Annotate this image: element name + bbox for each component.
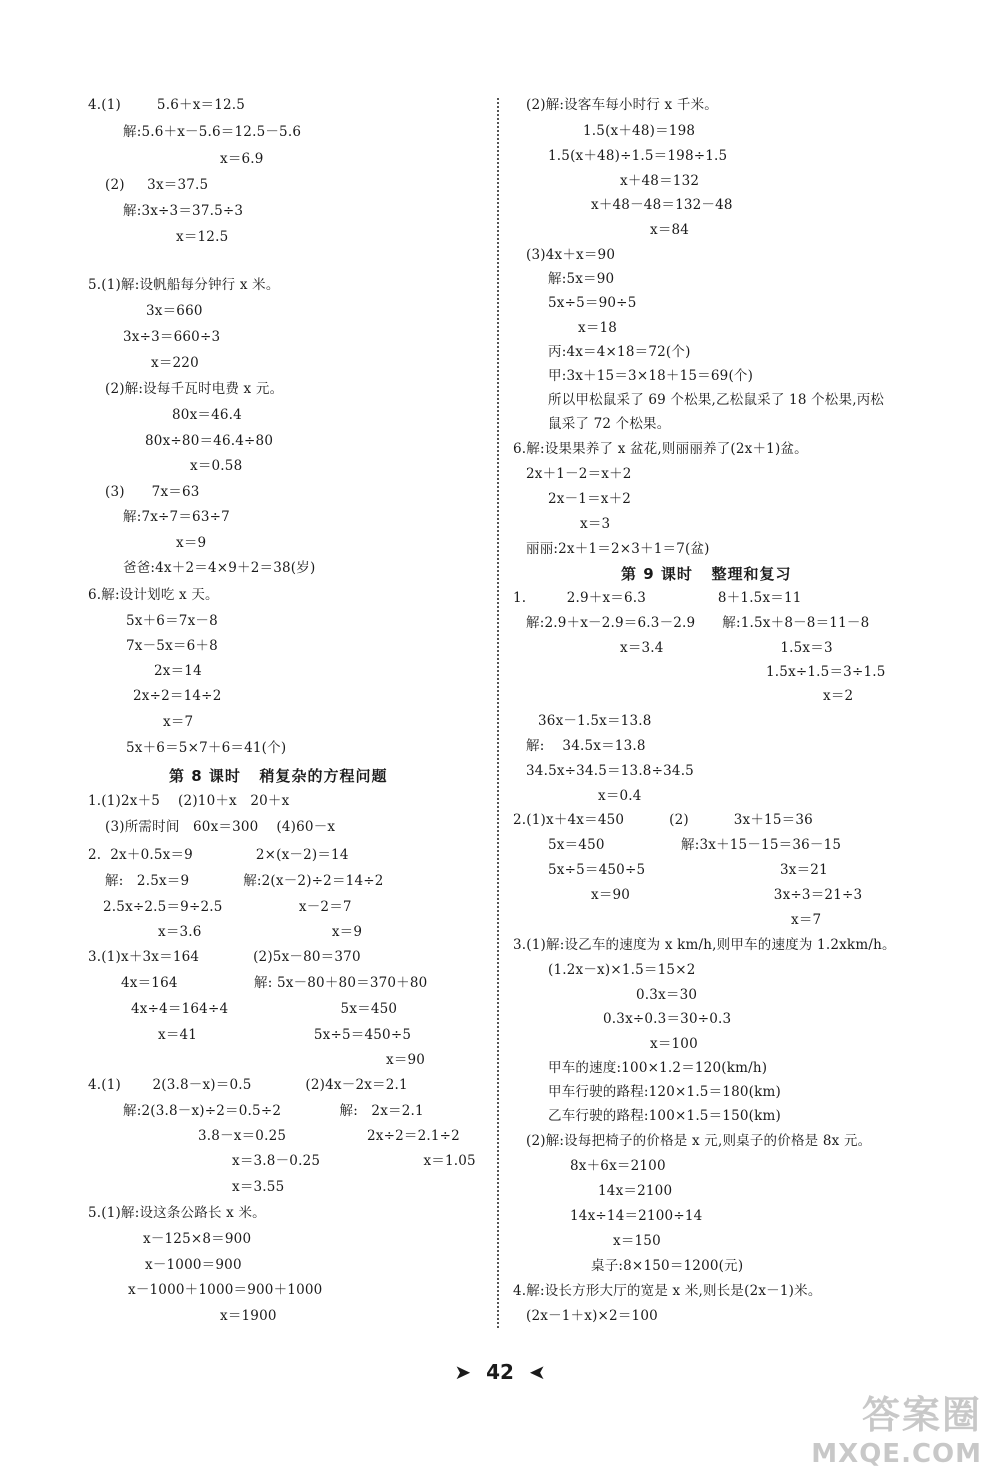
solution-line: 1.(1)2x＋5 (2)10＋x 20＋x bbox=[88, 793, 290, 809]
solution-line: 6.解:设计划吃 x 天。 bbox=[88, 587, 219, 603]
solution-line: (3)4x＋x＝90 bbox=[526, 247, 616, 263]
solution-line: 2x＝14 bbox=[154, 663, 202, 679]
solution-line: x＝0.58 bbox=[190, 458, 243, 474]
solution-line: 2x÷2＝14÷2 bbox=[133, 688, 222, 704]
solution-line: (2) 3x＝37.5 bbox=[105, 177, 209, 193]
solution-line: 80x÷80＝46.4÷80 bbox=[145, 433, 274, 449]
solution-line: 3.(1)解:设乙车的速度为 x km/h,则甲车的速度为 1.2xkm/h。 bbox=[513, 937, 896, 953]
solution-line: x＝18 bbox=[578, 320, 618, 336]
solution-line: 0.3x＝30 bbox=[636, 987, 698, 1003]
solution-line: 1.5x÷1.5＝3÷1.5 bbox=[766, 664, 886, 680]
column-divider bbox=[497, 98, 499, 1328]
solution-line: x＝100 bbox=[650, 1036, 698, 1052]
solution-line: 4.解:设长方形大厅的宽是 x 米,则长是(2x－1)米。 bbox=[513, 1283, 822, 1299]
solution-line: 所以甲松鼠采了 69 个松果,乙松鼠采了 18 个松果,丙松 bbox=[548, 392, 885, 408]
solution-line: 14x＝2100 bbox=[598, 1183, 673, 1199]
solution-line: x＝90 3x÷3＝21÷3 bbox=[591, 887, 863, 903]
solution-line: 8x＋6x＝2100 bbox=[570, 1158, 666, 1174]
watermark bbox=[811, 1384, 982, 1469]
solution-line: 4.(1) 5.6＋x＝12.5 bbox=[88, 97, 246, 113]
solution-line: 1.5(x＋48)÷1.5＝198÷1.5 bbox=[548, 148, 728, 164]
solution-line: x＝0.4 bbox=[598, 788, 642, 804]
solution-line: x＝7 bbox=[163, 714, 194, 730]
chevron-left-icon: ➤ bbox=[528, 1360, 546, 1384]
solution-line: 鼠采了 72 个松果。 bbox=[548, 416, 671, 432]
solution-line: 6.解:设果果养了 x 盆花,则丽丽养了(2x＋1)盆。 bbox=[513, 441, 808, 457]
solution-line: 5x÷5＝90÷5 bbox=[548, 295, 637, 311]
solution-line: 5.(1)解:设帆船每分钟行 x 米。 bbox=[88, 277, 280, 293]
solution-line: 0.3x÷0.3＝30÷0.3 bbox=[603, 1011, 732, 1027]
solution-line: x－1000＋1000＝900＋1000 bbox=[128, 1282, 323, 1298]
solution-line: x＝7 bbox=[791, 912, 822, 928]
solution-line: 桌子:8×150＝1200(元) bbox=[591, 1258, 744, 1274]
watermark-url: MXQE.COM bbox=[811, 1439, 982, 1469]
solution-line: 甲车行驶的路程:120×1.5＝180(km) bbox=[548, 1084, 781, 1100]
solution-line: (2x－1＋x)×2＝100 bbox=[526, 1308, 658, 1324]
section-heading: 第 9 课时 整理和复习 bbox=[621, 565, 792, 583]
solution-line: 2.5x÷2.5＝9÷2.5 x－2＝7 bbox=[103, 899, 352, 915]
solution-line: x＝220 bbox=[151, 355, 199, 371]
solution-line: 解:5.6＋x－5.6＝12.5－5.6 bbox=[123, 124, 302, 140]
solution-line: x＝41 5x÷5＝450÷5 bbox=[158, 1027, 412, 1043]
page-number bbox=[0, 1360, 1000, 1384]
solution-line: 1.5(x＋48)＝198 bbox=[583, 123, 696, 139]
solution-line: 5x＝450 解:3x＋15－15＝36－15 bbox=[548, 837, 842, 853]
solution-line: 乙车行驶的路程:100×1.5＝150(km) bbox=[548, 1108, 781, 1124]
solution-line: (3)所需时间 60x＝300 (4)60－x bbox=[105, 819, 336, 835]
solution-line: x＋48＝132 bbox=[620, 173, 700, 189]
solution-line: x＝150 bbox=[613, 1233, 661, 1249]
solution-line: 甲车的速度:100×1.2＝120(km/h) bbox=[548, 1060, 768, 1076]
solution-line: 3.8－x＝0.25 2x÷2＝2.1÷2 bbox=[198, 1128, 460, 1144]
solution-line: 解:2.9＋x－2.9＝6.3－2.9 解:1.5x＋8－8＝11－8 bbox=[526, 615, 870, 631]
solution-line: 解: 2.5x＝9 解:2(x－2)÷2＝14÷2 bbox=[105, 873, 384, 889]
solution-line: 3x＝660 bbox=[146, 303, 203, 319]
chevron-right-icon: ➤ bbox=[454, 1360, 472, 1384]
solution-line: (1.2x－x)×1.5＝15×2 bbox=[548, 962, 696, 978]
solution-line: 2x＋1－2＝x＋2 bbox=[526, 466, 632, 482]
solution-line: x＝6.9 bbox=[220, 151, 264, 167]
solution-line: 34.5x÷34.5＝13.8÷34.5 bbox=[526, 763, 694, 779]
solution-line: x＝3.55 bbox=[232, 1179, 285, 1195]
solution-line: x＋48－48＝132－48 bbox=[591, 197, 733, 213]
page-number-text: 42 bbox=[486, 1360, 514, 1384]
solution-line: x＝2 bbox=[823, 688, 854, 704]
solution-line: (2)解:设客车每小时行 x 千米。 bbox=[526, 97, 718, 113]
solution-line: 解: 34.5x＝13.8 bbox=[526, 738, 646, 754]
solution-line: x－125×8＝900 bbox=[143, 1231, 252, 1247]
solution-line: 3x÷3＝660÷3 bbox=[123, 329, 221, 345]
solution-line: 2. 2x＋0.5x＝9 2×(x－2)＝14 bbox=[88, 847, 349, 863]
solution-line: 4x＝164 解: 5x－80＋80＝370＋80 bbox=[121, 975, 428, 991]
solution-line: 丽丽:2x＋1＝2×3＋1＝7(盆) bbox=[526, 541, 710, 557]
solution-line: x＝3 bbox=[580, 516, 611, 532]
solution-line: 1. 2.9＋x＝6.3 8＋1.5x＝11 bbox=[513, 590, 802, 606]
solution-line: 4.(1) 2(3.8－x)＝0.5 (2)4x－2x＝2.1 bbox=[88, 1077, 408, 1093]
solution-line: x－1000＝900 bbox=[145, 1257, 242, 1273]
solution-line: 5x＋6＝5×7＋6＝41(个) bbox=[126, 740, 287, 756]
solution-line: 5.(1)解:设这条公路长 x 米。 bbox=[88, 1205, 266, 1221]
solution-line: 2.(1)x＋4x＝450 (2) 3x＋15＝36 bbox=[513, 812, 813, 828]
solution-line: 7x－5x＝6＋8 bbox=[126, 638, 218, 654]
section-heading: 第 8 课时 稍复杂的方程问题 bbox=[169, 767, 388, 785]
solution-line: 解:3x÷3＝37.5÷3 bbox=[123, 203, 244, 219]
solution-line: 5x＋6＝7x－8 bbox=[126, 613, 218, 629]
solution-line: 14x÷14＝2100÷14 bbox=[570, 1208, 703, 1224]
watermark-logo-text: 答案圈 bbox=[861, 1393, 982, 1437]
solution-line: x＝3.8－0.25 x＝1.05 bbox=[232, 1153, 476, 1169]
solution-line: (3) 7x＝63 bbox=[105, 484, 200, 500]
solution-line: 解:5x＝90 bbox=[548, 271, 615, 287]
solution-line: x＝9 bbox=[176, 535, 207, 551]
solution-line: 36x－1.5x＝13.8 bbox=[538, 713, 652, 729]
solution-line: x＝3.4 1.5x＝3 bbox=[620, 640, 833, 656]
solution-line: 5x÷5＝450÷5 3x＝21 bbox=[548, 862, 828, 878]
solution-line: 解:2(3.8－x)÷2＝0.5÷2 解: 2x＝2.1 bbox=[123, 1103, 424, 1119]
solution-line: 解:7x÷7＝63÷7 bbox=[123, 509, 230, 525]
solution-line: 3.(1)x＋3x＝164 (2)5x－80＝370 bbox=[88, 949, 361, 965]
solution-line: 4x÷4＝164÷4 5x＝450 bbox=[131, 1001, 398, 1017]
solution-line: x＝90 bbox=[386, 1052, 426, 1068]
solution-line: 丙:4x＝4×18＝72(个) bbox=[548, 344, 691, 360]
solution-line: x＝1900 bbox=[220, 1308, 277, 1324]
solution-line: (2)解:设每把椅子的价格是 x 元,则桌子的价格是 8x 元。 bbox=[526, 1133, 872, 1149]
solution-line: (2)解:设每千瓦时电费 x 元。 bbox=[105, 381, 284, 397]
solution-line: x＝12.5 bbox=[176, 229, 229, 245]
solution-line: 甲:3x＋15＝3×18＋15＝69(个) bbox=[548, 368, 754, 384]
solution-line: 爸爸:4x＋2＝4×9＋2＝38(岁) bbox=[123, 560, 316, 576]
solution-line: 80x＝46.4 bbox=[172, 407, 242, 423]
solution-line: 2x－1＝x＋2 bbox=[548, 491, 632, 507]
solution-line: x＝3.6 x＝9 bbox=[158, 924, 363, 940]
solution-line: x＝84 bbox=[650, 222, 690, 238]
